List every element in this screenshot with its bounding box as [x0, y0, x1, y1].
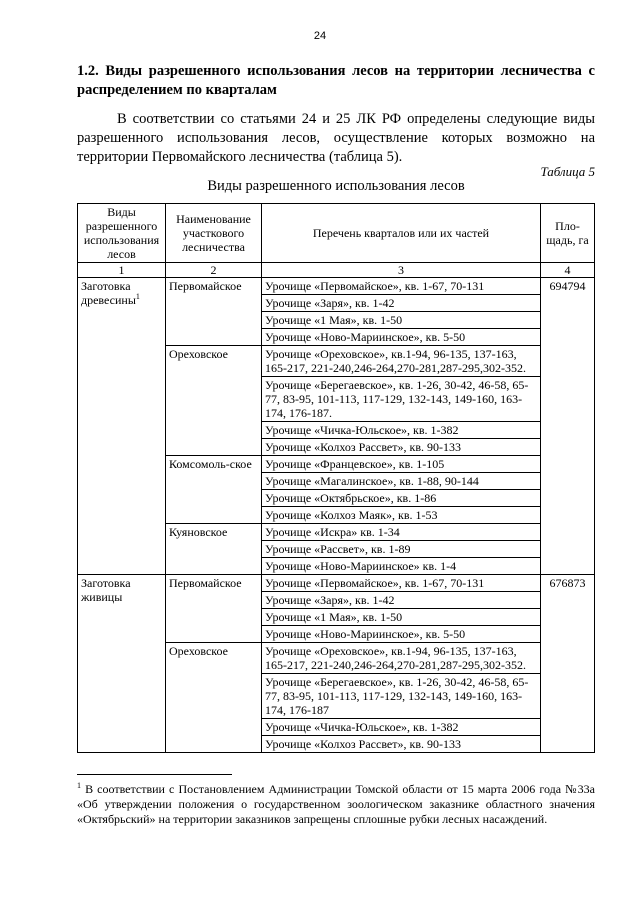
- quarters-cell: Урочище «Ореховское», кв.1-94, 96-135, 137-163, 165-217, 221-240,246-264,270-281,287-295,302-352.: [262, 346, 541, 377]
- col-number: 1: [78, 263, 166, 278]
- page-number: 24: [313, 30, 327, 42]
- table-header-row: [78, 204, 595, 263]
- table-row: [78, 278, 595, 295]
- quarters-cell: Урочище «Заря», кв. 1-42: [262, 295, 541, 312]
- intro-paragraph: В соответствии со статьями 24 и 25 ЛК РФ определены следующие виды разрешенного использования лесов, осуществление которых возможно на территории Первомайского лесничества (таблица 5).: [77, 111, 595, 165]
- quarters-cell: Урочище «Заря», кв. 1-42: [262, 592, 541, 609]
- header-use-type: Виды разрешенного использования лесов: [78, 204, 166, 263]
- quarters-cell: Урочище «Колхоз Рассвет», кв. 90-133: [262, 439, 541, 456]
- quarters-cell: Урочище «Первомайское», кв. 1-67, 70-131: [262, 575, 541, 592]
- forestry-cell: Комсомоль-ское: [166, 456, 262, 524]
- quarters-cell: Урочище «1 Мая», кв. 1-50: [262, 609, 541, 626]
- quarters-cell: Урочище «Ново-Мариинское», кв. 5-50: [262, 626, 541, 643]
- col-number: 4: [541, 263, 595, 278]
- quarters-cell: Урочище «Искра» кв. 1-34: [262, 524, 541, 541]
- forestry-cell: Ореховское: [166, 643, 262, 753]
- header-forestry: Наименование участкового лесничества: [166, 204, 262, 263]
- footnote: [77, 782, 595, 827]
- use-type-label: Заготовка живицы: [81, 576, 131, 604]
- quarters-cell: Урочище «Чичка-Юльское», кв. 1-382: [262, 719, 541, 736]
- section-heading: 1.2. Виды разрешенного использования лесов на территории лесничества с распределением по кварталам: [77, 63, 595, 98]
- quarters-cell: Урочище «Колхоз Рассвет», кв. 90-133: [262, 736, 541, 753]
- forestry-cell: Куяновское: [166, 524, 262, 575]
- quarters-cell: Урочище «Колхоз Маяк», кв. 1-53: [262, 507, 541, 524]
- quarters-cell: Урочище «Ново-Мариинское», кв. 5-50: [262, 329, 541, 346]
- quarters-cell: Урочище «Ореховское», кв.1-94, 96-135, 137-163, 165-217, 221-240,246-264,270-281,287-295,302-352.: [262, 643, 541, 674]
- quarters-cell: Урочище «Берегаевское», кв. 1-26, 30-42, 46-58, 65-77, 83-95, 101-113, 117-129, 132-143, 149-160, 163-174, 176-187: [262, 674, 541, 719]
- column-number-row: [78, 263, 595, 278]
- quarters-cell: Урочище «Чичка-Юльское», кв. 1-382: [262, 422, 541, 439]
- col-number: 2: [166, 263, 262, 278]
- land-use-table: [77, 203, 595, 753]
- forestry-cell: Ореховское: [166, 346, 262, 456]
- use-type-cell: [78, 575, 166, 753]
- quarters-cell: Урочище «Октябрьское», кв. 1-86: [262, 490, 541, 507]
- footnote-ref: 1: [135, 292, 140, 301]
- area-cell: 694794: [541, 278, 595, 575]
- area-cell: 676873: [541, 575, 595, 753]
- footnote-text: В соответствии с Постановлением Администрации Томской области от 15 марта 2006 года №33а «Об утверждении положения о государственном зоологическом заказнике областного значения «Октябрьский» на территории заказников запрещены сплошные рубки лесных насаждений.: [77, 782, 595, 826]
- quarters-cell: Урочище «Рассвет», кв. 1-89: [262, 541, 541, 558]
- table-label: Таблица 5: [540, 164, 595, 179]
- quarters-cell: Урочище «1 Мая», кв. 1-50: [262, 312, 541, 329]
- col-number: 3: [262, 263, 541, 278]
- table-body: [78, 278, 595, 753]
- use-type-cell: [78, 278, 166, 575]
- footnote-divider: [77, 774, 232, 775]
- header-area: Пло-щадь, га: [541, 204, 595, 263]
- quarters-cell: Урочище «Первомайское», кв. 1-67, 70-131: [262, 278, 541, 295]
- quarters-cell: Урочище «Францевское», кв. 1-105: [262, 456, 541, 473]
- quarters-cell: Урочище «Берегаевское», кв. 1-26, 30-42, 46-58, 65-77, 83-95, 101-113, 117-129, 132-143, 149-160, 163-174, 176-187.: [262, 377, 541, 422]
- quarters-cell: Урочище «Ново-Мариинское» кв. 1-4: [262, 558, 541, 575]
- quarters-cell: Урочище «Магалинское», кв. 1-88, 90-144: [262, 473, 541, 490]
- use-type-label: Заготовка древесины: [81, 279, 136, 307]
- table-caption: Виды разрешенного использования лесов: [207, 178, 465, 194]
- forestry-cell: Первомайское: [166, 575, 262, 643]
- table-row: [78, 575, 595, 592]
- header-quarters: Перечень кварталов или их частей: [262, 204, 541, 263]
- footnote-mark: 1: [77, 781, 81, 790]
- forestry-cell: Первомайское: [166, 278, 262, 346]
